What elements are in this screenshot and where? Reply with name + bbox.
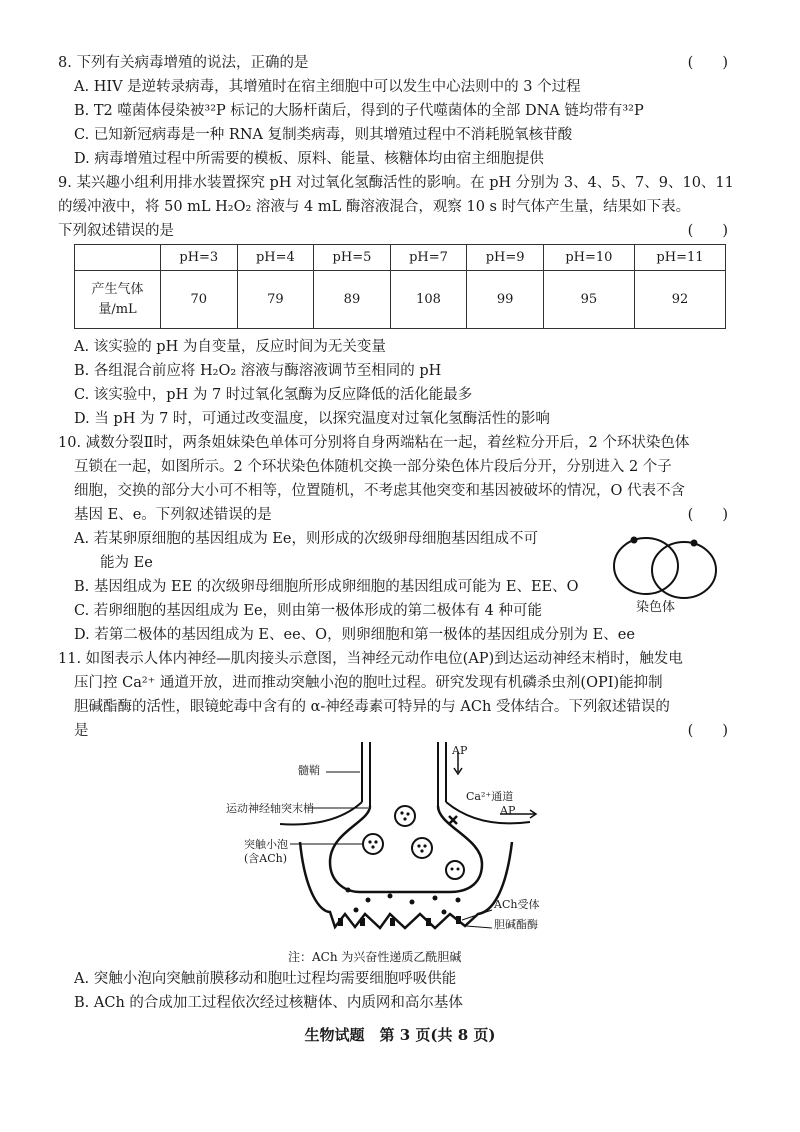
receptor-leader [462, 910, 492, 920]
myelin-label: 髓鞘 [298, 764, 320, 777]
ph-header-cell: pH=9 [467, 245, 544, 271]
centromere-dot-right [691, 540, 698, 547]
q8-stem: 8. 下列有关病毒增殖的说法，正确的是 [58, 55, 309, 71]
q9-option-d: D. 当 pH 为 7 时，可通过改变温度，以探究温度对过氧化氢酶活性的影响 [74, 411, 550, 427]
cholinesterase-label: 胆碱酯酶 [494, 918, 538, 931]
q10-stem-line4: 基因 E、e。下列叙述错误的是 [74, 507, 272, 523]
q11-stem-line3: 胆碱酯酶的活性，眼镜蛇毒中含有的 α-神经毒素可特异的与 ACh 受体结合。下列叙述错误的 [74, 699, 670, 715]
vesicle-label: 突触小泡 [244, 838, 288, 851]
ph-header-cell: pH=3 [161, 245, 238, 271]
q9-option-b: B. 各组混合前应将 H₂O₂ 溶液与酶溶液调节至相同的 pH [74, 363, 442, 379]
ph-header-cell: pH=5 [314, 245, 391, 271]
q10-option-c: C. 若卵细胞的基因组成为 Ee，则由第一极体形成的第二极体有 4 种可能 [74, 603, 543, 619]
q8-option-d: D. 病毒增殖过程中所需要的模板、原料、能量、核糖体均由宿主细胞提供 [74, 151, 544, 167]
vesicle [412, 838, 432, 858]
gas-volume-label: 产生气体量/mL [75, 271, 161, 329]
q9-option-c: C. 该实验中，pH 为 7 时过氧化氢酶为反应降低的活化能最多 [74, 387, 473, 403]
q9-answer-paren: ( ) [687, 223, 728, 239]
q9-stem-line2: 的缓冲液中，将 50 mL H₂O₂ 溶液与 4 mL 酶溶液混合，观察 10 s 时气体产生量，结果如下表。 [58, 199, 691, 215]
ph-header-cell: pH=11 [634, 245, 725, 271]
q11-answer-paren: ( ) [687, 723, 728, 739]
q8-option-b: B. T2 噬菌体侵染被³²P 标记的大肠杆菌后，得到的子代噬菌体的全部 DNA 链均带有³²P [74, 103, 644, 119]
page-footer: 生物试题 第 3 页(共 8 页) [304, 1026, 496, 1044]
ap-right-label: AP [500, 804, 516, 817]
gas-volume-cell: 89 [314, 271, 391, 329]
ap-top-label: AP [452, 744, 468, 757]
q11-stem-line4: 是 [74, 723, 89, 739]
q11-option-b: B. ACh 的合成加工过程依次经过核糖体、内质网和高尔基体 [74, 995, 463, 1011]
axon-terminal-label: 运动神经轴突末梢 [226, 802, 314, 815]
ph-header-cell: pH=10 [543, 245, 634, 271]
ph-result-table [74, 244, 726, 329]
q11-stem-line1: 11. 如图表示人体内神经—肌肉接头示意图，当神经元动作电位(AP)到达运动神经末梢时，触发电 [58, 651, 683, 667]
q9-stem-line3: 下列叙述错误的是 [58, 223, 174, 239]
gas-volume-cell: 99 [467, 271, 544, 329]
gas-volume-cell: 95 [543, 271, 634, 329]
q11-option-a: A. 突触小泡向突触前膜移动和胞吐过程均需要细胞呼吸供能 [74, 971, 457, 987]
q9-option-a: A. 该实验的 pH 为自变量，反应时间为无关变量 [74, 339, 386, 355]
ph-header-cell: pH=4 [237, 245, 314, 271]
q10-stem-line1: 10. 减数分裂Ⅱ时，两条姐妹染色单体可分别将自身两端粘在一起，着丝粒分开后，2 个环状染色体 [58, 435, 690, 451]
gas-volume-row [75, 271, 726, 329]
enzyme-leader [466, 926, 492, 928]
table-corner-cell [75, 245, 161, 271]
q8-option-a: A. HIV 是逆转录病毒，其增殖时在宿主细胞中可以发生中心法则中的 3 个过程 [74, 79, 581, 95]
q10-option-d: D. 若第二极体的基因组成为 E、ee、O，则卵细胞和第一极体的基因组成分别为 E、ee [74, 627, 635, 643]
q8-answer-paren: ( ) [687, 55, 728, 71]
q10-answer-paren: ( ) [687, 507, 728, 523]
vesicle [446, 861, 464, 879]
muscle-membrane-top [446, 802, 530, 823]
vesicle-label-sub: (含ACh) [244, 852, 288, 865]
q11-stem-line2: 压门控 Ca²⁺ 通道开放，进而推动突触小泡的胞吐过程。研究发现有机磷杀虫剂(OPI)能抑制 [74, 675, 663, 691]
ring-chromosome-right [652, 542, 716, 598]
vesicle [395, 806, 415, 826]
q10-option-a-line2: 能为 Ee [100, 555, 153, 571]
vesicle [363, 834, 383, 854]
ca-channel-label: Ca²⁺通道 [466, 790, 514, 803]
gas-volume-cell: 92 [634, 271, 725, 329]
ach-receptor-label: ACh受体 [494, 898, 540, 911]
chromosome-figure-caption: 染色体 [636, 600, 676, 615]
gas-volume-cell: 79 [237, 271, 314, 329]
figure-note: 注：ACh 为兴奋性递质乙酰胆碱 [288, 950, 462, 964]
q8-option-c: C. 已知新冠病毒是一种 RNA 复制类病毒，则其增殖过程中不消耗脱氧核苷酸 [74, 127, 573, 143]
ph-header-row [75, 245, 726, 271]
ph-header-cell: pH=7 [390, 245, 467, 271]
q9-stem-line1: 9. 某兴趣小组利用排水装置探究 pH 对过氧化氢酶活性的影响。在 pH 分别为 3、4、5、7、9、10、11 [58, 175, 734, 191]
calcium-channel-marker [449, 816, 457, 824]
gas-volume-cell: 70 [161, 271, 238, 329]
gas-volume-cell: 108 [390, 271, 467, 329]
q10-option-a-line1: A. 若某卵原细胞的基因组成为 Ee，则形成的次级卵母细胞基因组成不可 [74, 531, 538, 547]
q10-stem-line3: 细胞，交换的部分大小可不相等，位置随机，不考虑其他突变和基因被破坏的情况，O 代表不含 [74, 483, 685, 499]
centromere-dot-left [631, 537, 638, 544]
q10-option-b: B. 基因组成为 EE 的次级卵母细胞所形成卵细胞的基因组成可能为 E、EE、O [74, 579, 579, 595]
q10-stem-line2: 互锁在一起，如图所示。2 个环状染色体随机交换一部分染色体片段后分开，分别进入 2 个子 [74, 459, 672, 475]
